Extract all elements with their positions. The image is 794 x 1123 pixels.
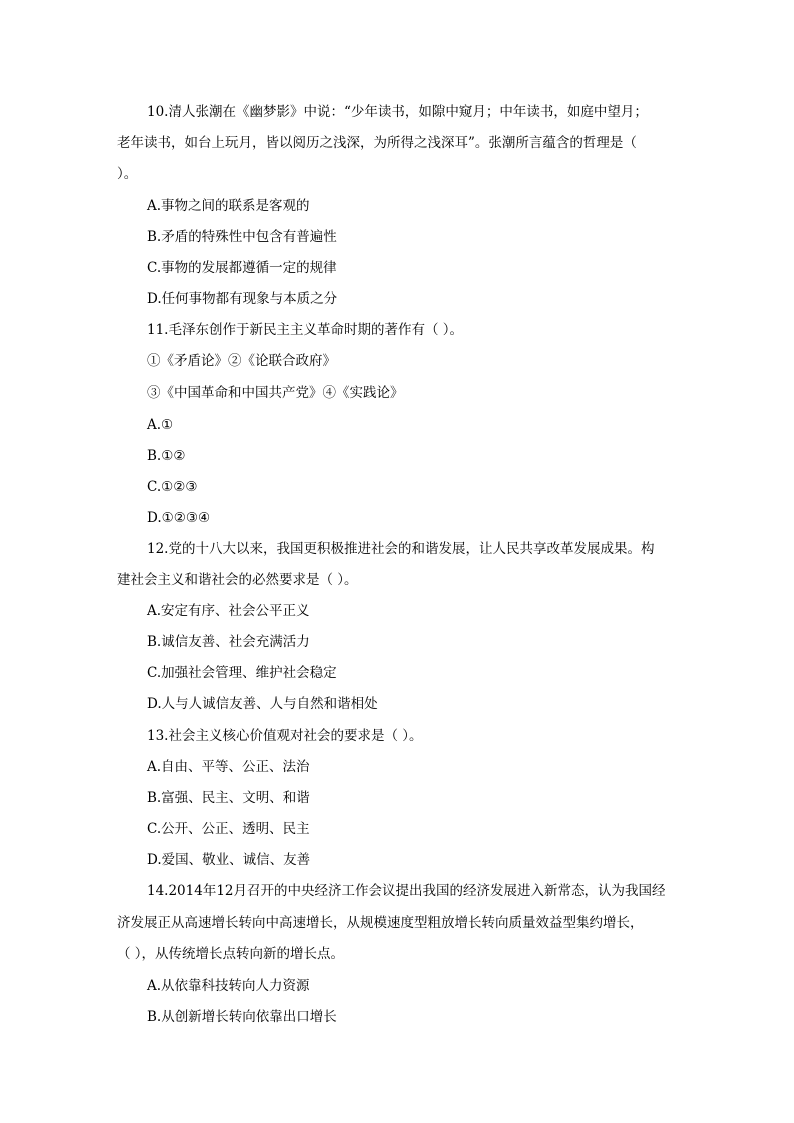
q12-stem-line-2: 建社会主义和谐社会的必然要求是（ ）。 <box>117 572 358 588</box>
q12-stem-line-1: 12.党的十八大以来，我国更积极推进社会的和谐发展，让人民共享改革发展成果。构 <box>147 541 655 557</box>
q10-stem-line-3: ）。 <box>117 166 138 182</box>
q10-option-a: A.事物之间的联系是客观的 <box>147 198 310 214</box>
q11-option-c: C.①②③ <box>147 479 198 495</box>
q12-option-d: D.人与人诚信友善、人与自然和谐相处 <box>147 696 378 712</box>
q13-stem-line-1: 13.社会主义核心价值观对社会的要求是（ ）。 <box>147 728 423 744</box>
q11-stem-line-1: 11.毛泽东创作于新民主主义革命时期的著作有（ ）。 <box>147 322 464 338</box>
q10-stem-line-1: 10.清人张潮在《幽梦影》中说：“少年读书，如隙中窥月；中年读书，如庭中望月； <box>147 104 648 120</box>
q14-stem-line-2: 济发展正从高速增长转向中高速增长，从规模速度型粗放增长转向质量效益型集约增长， <box>117 915 644 931</box>
q10-option-c: C.事物的发展都遵循一定的规律 <box>147 260 337 276</box>
q12-option-c: C.加强社会管理、维护社会稳定 <box>147 665 337 681</box>
q12-option-b: B.诚信友善、社会充满活力 <box>147 634 310 650</box>
q11-option-b: B.①② <box>147 448 186 464</box>
q13-option-c: C.公开、公正、透明、民主 <box>147 821 310 837</box>
q10-option-d: D.任何事物都有现象与本质之分 <box>147 291 338 307</box>
q14-stem-line-1: 14.2014年12月召开的中央经济工作会议提出我国的经济发展进入新常态，认为我国经 <box>147 883 666 899</box>
q10-stem-line-2: 老年读书，如台上玩月，皆以阅历之浅深，为所得之浅深耳”。张潮所言蕴含的哲理是（ <box>117 135 637 151</box>
q11-item-line-1: ①《矛盾论》②《论联合政府》 <box>147 353 336 369</box>
q12-option-a: A.安定有序、社会公平正义 <box>147 603 310 619</box>
q10-option-b: B.矛盾的特殊性中包含有普遍性 <box>147 229 337 245</box>
q14-option-b: B.从创新增长转向依靠出口增长 <box>147 1009 337 1025</box>
q14-stem-line-3: （ ），从传统增长点转向新的增长点。 <box>117 946 345 962</box>
q13-option-d: D.爱国、敬业、诚信、友善 <box>147 852 311 868</box>
q11-option-a: A.① <box>147 417 174 433</box>
q13-option-b: B.富强、民主、文明、和谐 <box>147 790 310 806</box>
q13-option-a: A.自由、平等、公正、法治 <box>147 759 310 775</box>
q11-option-d: D.①②③④ <box>147 510 211 526</box>
q14-option-a: A.从依靠科技转向人力资源 <box>147 978 310 994</box>
q11-item-line-2: ③《中国革命和中国共产党》④《实践论》 <box>147 385 404 401</box>
